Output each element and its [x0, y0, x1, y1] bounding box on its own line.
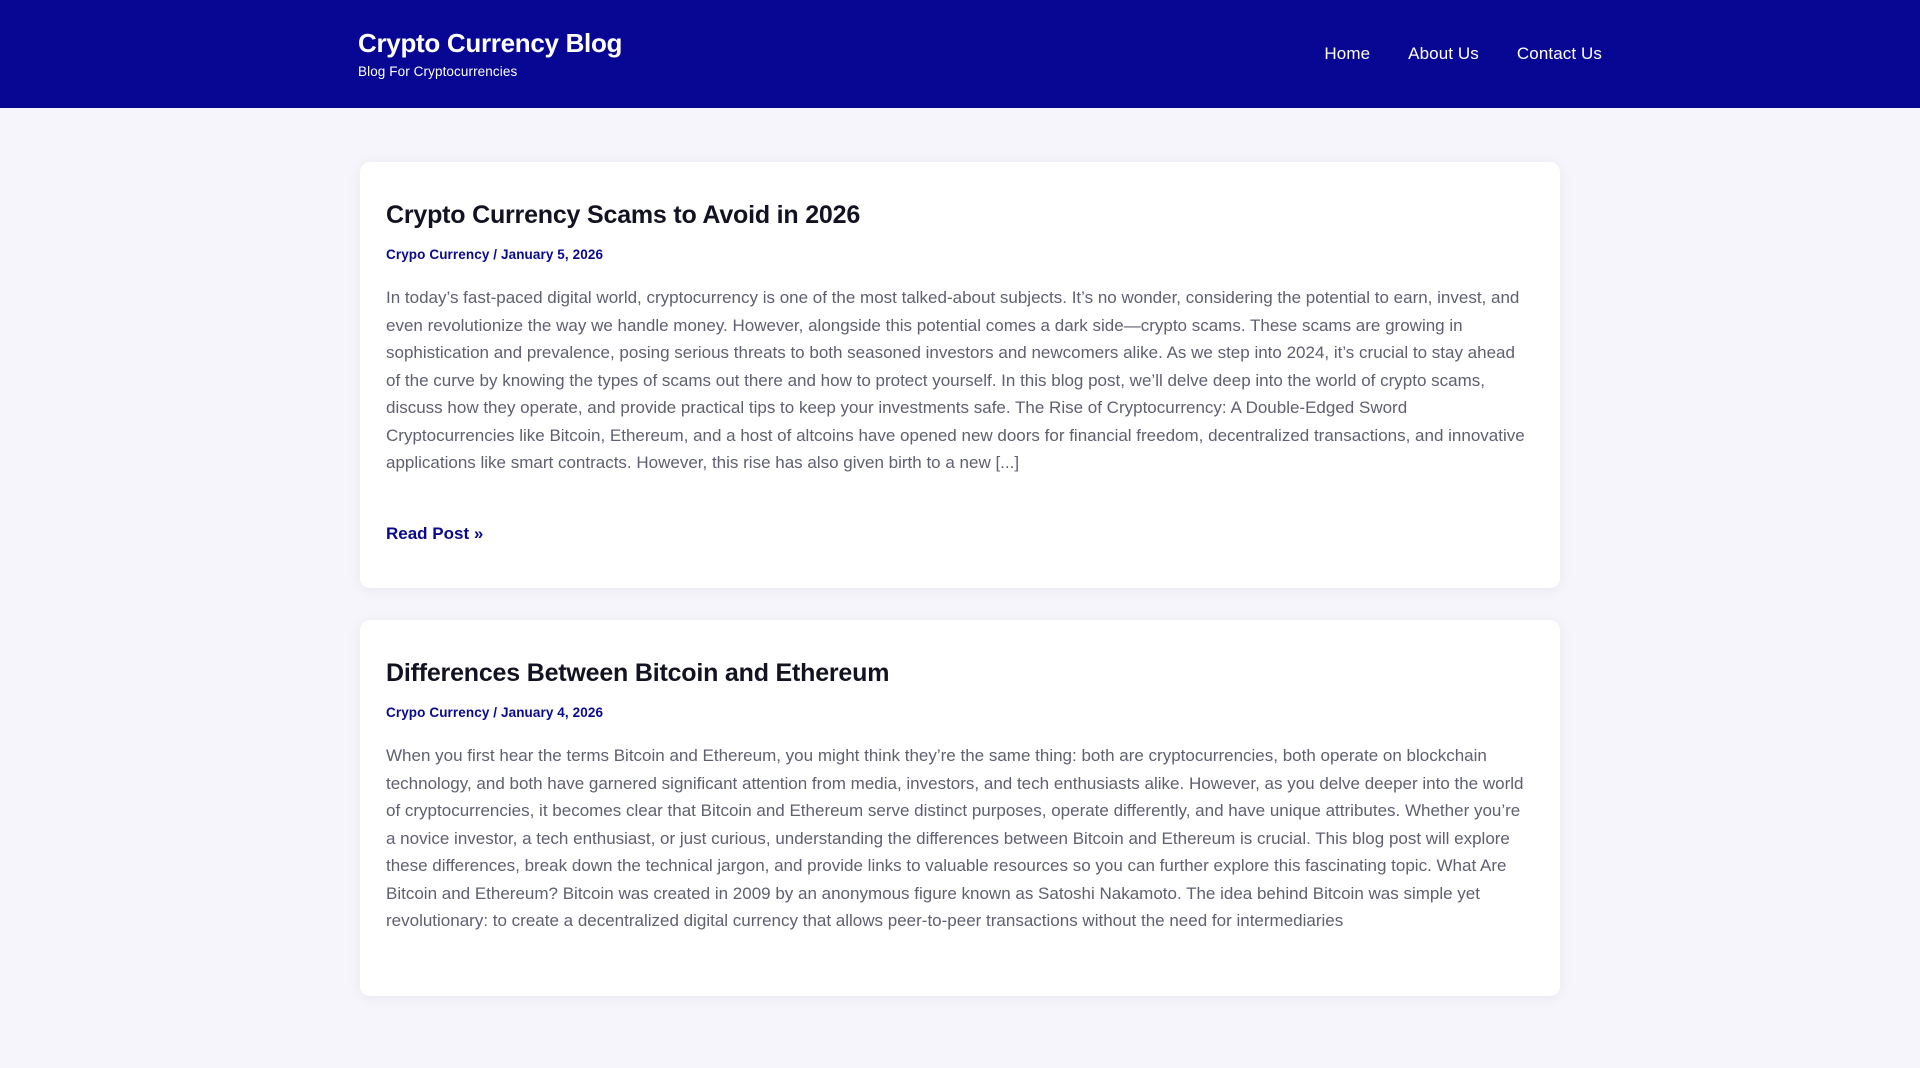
read-post-link[interactable]: Read Post »	[386, 523, 484, 543]
post-excerpt: When you first hear the terms Bitcoin and Ethereum, you might think they’re the same thing: both are cryptocurrencies, both operate on blockchain technology, and both have garnered significant attention from media, investors, and tech enthusiasts alike. However, as you delve deeper into the world of cryptocurrencies, it becomes clear that Bitcoin and Ethereum serve distinct purposes, operate differently, and have unique attributes. Whether you’re a novice investor, a tech enthusiast, or just curious, understanding the differences between Bitcoin and Ethereum is crucial. This blog post will explore these differences, break down the technical jargon, and provide links to valuable resources so you can further explore this fascinating topic. What Are Bitcoin and Ethereum? Bitcoin was created in 2009 by an anonymous figure known as Satoshi Nakamoto. The idea behind Bitcoin was simple yet revolutionary: to create a decentralized digital currency that allows peer-to-peer transactions without the need for intermediaries	[386, 746, 1524, 931]
site-branding[interactable]	[358, 29, 622, 79]
post-card	[360, 620, 1560, 996]
post-card	[360, 162, 1560, 588]
header-inner	[0, 29, 1920, 79]
post-content	[386, 658, 1534, 935]
primary-navigation	[1324, 44, 1602, 64]
site-header	[0, 0, 1920, 108]
post-meta: Crypo Currency / January 4, 2026	[386, 705, 604, 721]
nav-item-home[interactable]: Home	[1324, 44, 1371, 63]
post-title[interactable]: Differences Between Bitcoin and Ethereum	[386, 658, 890, 687]
post-list	[0, 108, 1920, 1068]
nav-item-contact-us[interactable]: Contact Us	[1516, 44, 1602, 63]
site-title[interactable]: Crypto Currency Blog	[358, 27, 623, 58]
post-title[interactable]: Crypto Currency Scams to Avoid in 2026	[386, 201, 861, 229]
post-meta: Crypo Currency / January 5, 2026	[386, 247, 604, 263]
post-excerpt: In today’s fast-paced digital world, cryptocurrency is one of the most talked-about subjects. It’s no wonder, considering the potential to earn, invest, and even revolutionize the way we handle money. However, alongside this potential comes a dark side—crypto scams. These scams are growing in sophistication and prevalence, posing serious threats to both seasoned investors and newcomers alike. As we step into 2024, it’s crucial to stay ahead of the curve by knowing the types of scams out there and how to protect yourself. In this blog post, we’ll delve deep into the world of crypto scams, discuss how they operate, and provide practical tips to keep your investments safe. The Rise of Cryptocurrency: A Double-Edged Sword Cryptocurrencies like Bitcoin, Ethereum, and a host of altcoins have opened new doors for financial freedom, decentralized transactions, and innovative applications like smart contracts. However, this rise has also given birth to a new [...]	[386, 288, 1525, 473]
nav-item-about-us[interactable]: About Us	[1408, 44, 1479, 63]
post-content	[386, 200, 1534, 544]
site-tagline: Blog For Cryptocurrencies	[358, 63, 518, 79]
